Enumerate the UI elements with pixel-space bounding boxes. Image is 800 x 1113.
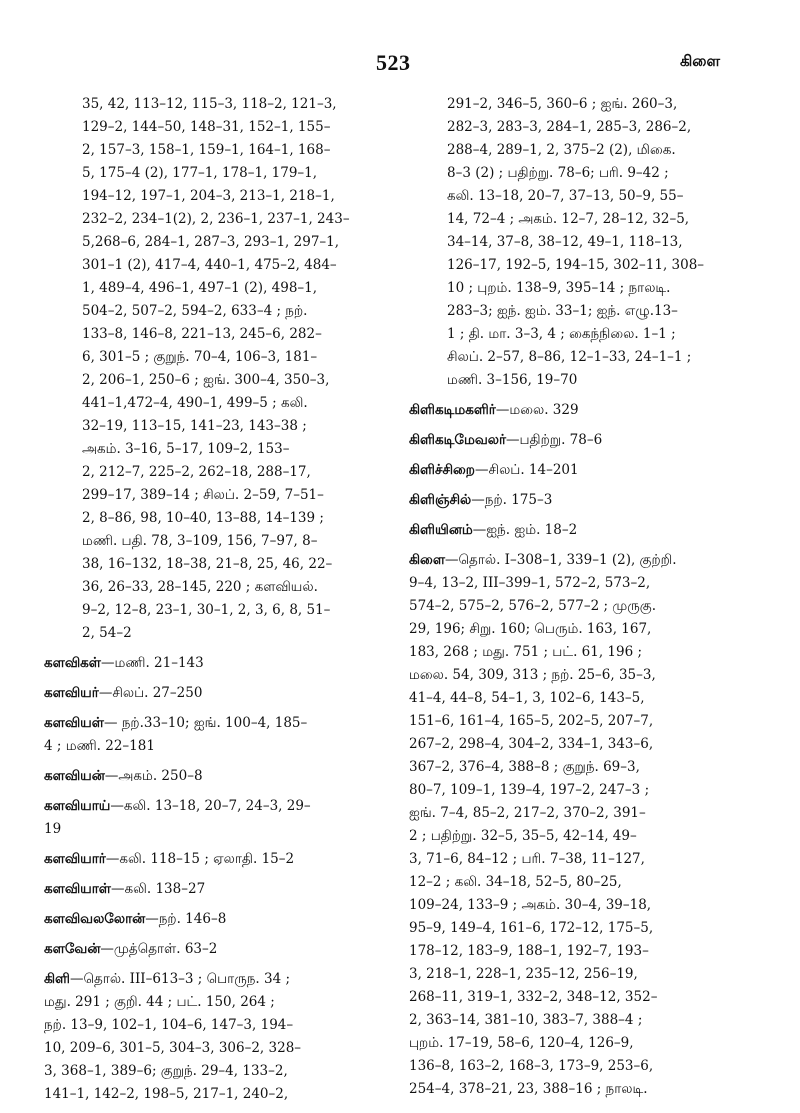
entry-headword: கிளி (44, 971, 70, 987)
entry-references: 29, 196; சிறு. 160; பெரும். 163, 167, (409, 621, 652, 637)
entry-line (409, 664, 761, 687)
entry-line (409, 963, 761, 986)
right-column (409, 93, 761, 1108)
entry-line (409, 917, 761, 940)
left-column (44, 93, 382, 1113)
index-entry (409, 519, 761, 542)
entry-references: 36, 26–33, 28–145, 220 ; களவியல். (82, 579, 318, 595)
entry-references: —தொல். I–308–1, 339–1 (2), குற்றி. (445, 552, 677, 568)
entry-references: 288–4, 289–1, 2, 375–2 (2), மிகை. (447, 142, 676, 158)
entry-line (409, 595, 761, 618)
entry-references: 267–2, 298–4, 304–2, 334–1, 343–6, (409, 736, 654, 752)
index-entry (44, 968, 382, 1106)
entry-headword: கிளியினம் (409, 522, 473, 538)
entry-line (409, 1055, 761, 1078)
entry-references: 291–2, 346–5, 360–6 ; ஐங். 260–3, (447, 96, 678, 112)
entry-line (82, 507, 382, 530)
entry-references: —அகம். 250–8 (104, 768, 203, 784)
index-entry (409, 459, 761, 482)
entry-references: சிலப். 2–57, 8–86, 12–1–33, 24–1–1 ; (447, 349, 692, 365)
entry-line (82, 346, 382, 369)
entry-references: 283–3; ஐந். ஐம். 33–1; ஐந். எழு.13– (447, 303, 678, 319)
entry-line (82, 392, 382, 415)
entry-line (409, 986, 761, 1009)
entry-references: 38, 16–132, 18–38, 21–8, 25, 46, 22– (82, 556, 333, 572)
entry-references: 141–1, 142–2, 198–5, 217–1, 240–2, (44, 1086, 289, 1102)
entry-line (82, 300, 382, 323)
index-entry (44, 652, 382, 675)
entry-references: 301–1 (2), 417–4, 440–1, 475–2, 484– (82, 257, 337, 273)
entry-references: 151–6, 161–4, 165–5, 202–5, 207–7, (409, 713, 654, 729)
entry-references: 2, 212–7, 225–2, 262–18, 288–17, (82, 464, 311, 480)
entry-line (44, 765, 382, 788)
entry-line (447, 139, 761, 162)
entry-references: புறம். 17–19, 58–6, 120–4, 126–9, (409, 1035, 634, 1051)
entry-references: —முத்தொள். 63–2 (100, 941, 218, 957)
entry-references: 41–4, 44–8, 54–1, 3, 102–6, 143–5, (409, 690, 645, 706)
entry-line (44, 1014, 382, 1037)
entry-line (447, 162, 761, 185)
entry-references: —மணி. 21–143 (101, 655, 204, 671)
entry-headword: களவிகள் (44, 655, 101, 671)
entry-line (44, 818, 382, 841)
entry-references: 2 ; பதிற்று. 32–5, 35–5, 42–14, 49– (409, 828, 637, 844)
entry-line (82, 553, 382, 576)
index-entry (44, 765, 382, 788)
entry-headword: கிளிச்சிறை (409, 462, 475, 478)
entry-line (409, 710, 761, 733)
entry-line (409, 489, 761, 512)
entry-references: —நற். 146–8 (145, 911, 227, 927)
index-entry-continuation (44, 93, 382, 645)
entry-references: —தொல். III–613–3 ; பொருந. 34 ; (70, 971, 291, 987)
entry-headword: கிளிஞ்சில் (409, 492, 472, 508)
entry-references: —மலை. 329 (495, 402, 579, 418)
entry-references: 35, 42, 113–12, 115–3, 118–2, 121–3, (82, 96, 337, 112)
entry-line (44, 991, 382, 1014)
entry-line (447, 185, 761, 208)
entry-references: 80–7, 109–1, 139–4, 197–2, 247–3 ; (409, 782, 650, 798)
entry-references: 574–2, 575–2, 576–2, 577–2 ; முருகு. (409, 598, 657, 614)
entry-line (44, 968, 382, 991)
entry-references: —கலி. 13–18, 20–7, 24–3, 29– (110, 798, 311, 814)
entry-line (82, 208, 382, 231)
entry-references: 282–3, 283–3, 284–1, 285–3, 286–2, (447, 119, 692, 135)
entry-references: 32–19, 113–15, 141–23, 143–38 ; (82, 418, 307, 434)
entry-references: 2, 157–3, 158–1, 159–1, 164–1, 168– (82, 142, 331, 158)
entry-line (82, 231, 382, 254)
entry-headword: களவியள் (44, 715, 104, 731)
entry-line (409, 618, 761, 641)
entry-line (409, 519, 761, 542)
entry-line (409, 825, 761, 848)
entry-references: நற். 13–9, 102–1, 104–6, 147–3, 194– (44, 1017, 294, 1033)
entry-line (447, 231, 761, 254)
entry-line (82, 576, 382, 599)
entry-line (409, 399, 761, 422)
entry-references: 1 ; தி. மா. 3–3, 4 ; கைந்நிலை. 1–1 ; (447, 326, 676, 342)
entry-line (409, 1009, 761, 1032)
entry-references: 126–17, 192–5, 194–15, 302–11, 308– (447, 257, 705, 273)
entry-line (409, 641, 761, 664)
entry-headword: கிளிகடிமேவலர் (409, 432, 506, 448)
entry-line (409, 572, 761, 595)
entry-line (44, 712, 382, 735)
entry-references: 136–8, 163–2, 168–3, 173–9, 253–6, (409, 1058, 654, 1074)
entry-references: 3, 368–1, 389–6; குறுந். 29–4, 133–2, (44, 1063, 288, 1079)
entry-references: —சிலப். 27–250 (98, 685, 203, 701)
entry-line (409, 894, 761, 917)
entry-references: 268–11, 319–1, 332–2, 348–12, 352– (409, 989, 658, 1005)
entry-line (44, 652, 382, 675)
entry-line (82, 139, 382, 162)
entry-line (82, 116, 382, 139)
entry-references: மது. 291 ; குறி. 44 ; பட். 150, 264 ; (44, 994, 275, 1010)
entry-line (409, 687, 761, 710)
entry-references: 194–12, 197–1, 204–3, 213–1, 218–1, (82, 188, 335, 204)
entry-headword: கிளிகடிமகளிர் (409, 402, 496, 418)
entry-references: அகம். 3–16, 5–17, 109–2, 153– (82, 441, 290, 457)
entry-line (447, 369, 761, 392)
entry-line (44, 878, 382, 901)
entry-line (447, 323, 761, 346)
index-entry (44, 938, 382, 961)
entry-headword: களவியார் (44, 851, 106, 867)
entry-headword: களவியர் (44, 685, 99, 701)
entry-headword: களவேன் (44, 941, 101, 957)
entry-references: 8–3 (2) ; பதிற்று. 78–6; பரி. 9–42 ; (447, 165, 669, 181)
entry-references: 5, 175–4 (2), 177–1, 178–1, 179–1, (82, 165, 318, 181)
entry-line (409, 802, 761, 825)
entry-references: 2, 8–86, 98, 10–40, 13–88, 14–139 ; (82, 510, 324, 526)
entry-references: 14, 72–4 ; அகம். 12–7, 28–12, 32–5, (447, 211, 690, 227)
entry-references: 109–24, 133–9 ; அகம். 30–4, 39–18, (409, 897, 652, 913)
entry-line (44, 938, 382, 961)
entry-references: 6, 301–5 ; குறுந். 70–4, 106–3, 181– (82, 349, 318, 365)
entry-line (409, 871, 761, 894)
entry-line (447, 208, 761, 231)
entry-line (44, 848, 382, 871)
index-entry (409, 489, 761, 512)
entry-references: 10, 209–6, 301–5, 304–3, 306–2, 328– (44, 1040, 302, 1056)
entry-line (447, 300, 761, 323)
entry-references: 129–2, 144–50, 148–31, 152–1, 155– (82, 119, 331, 135)
index-entry (409, 399, 761, 422)
entry-line (82, 622, 382, 645)
index-entry (409, 429, 761, 452)
entry-line (82, 530, 382, 553)
entry-references: 10 ; புறம். 138–9, 395–14 ; நாலடி. (447, 280, 671, 296)
entry-references: 504–2, 507–2, 594–2, 633–4 ; நற். (82, 303, 308, 319)
entry-references: 12–2 ; கலி. 34–18, 52–5, 80–25, (409, 874, 622, 890)
entry-headword: களவியன் (44, 768, 105, 784)
entry-line (82, 323, 382, 346)
entry-line (409, 1032, 761, 1055)
entry-line (447, 93, 761, 116)
entry-line (44, 682, 382, 705)
entry-references: 254–4, 378–21, 23, 388–16 ; நாலடி. (409, 1081, 648, 1097)
entry-line (409, 733, 761, 756)
running-head: கிளை (680, 52, 721, 70)
entry-references: 9–4, 13–2, III–399–1, 572–2, 573–2, (409, 575, 651, 591)
entry-line (447, 254, 761, 277)
entry-line (82, 599, 382, 622)
entry-line (82, 277, 382, 300)
entry-headword: களவிவலலோன் (44, 911, 146, 927)
entry-references: மணி. பதி. 78, 3–109, 156, 7–97, 8– (82, 533, 318, 549)
entry-references: 4 ; மணி. 22–181 (44, 738, 155, 754)
entry-references: 299–17, 389–14 ; சிலப். 2–59, 7–51– (82, 487, 324, 503)
entry-line (409, 1078, 761, 1101)
entry-line (82, 93, 382, 116)
entry-line (409, 848, 761, 871)
entry-line (409, 756, 761, 779)
index-entry (44, 682, 382, 705)
entry-line (44, 735, 382, 758)
entry-references: மணி. 3–156, 19–70 (447, 372, 578, 388)
entry-line (409, 459, 761, 482)
entry-line (409, 429, 761, 452)
index-entry-continuation (409, 93, 761, 392)
index-entry (44, 908, 382, 931)
entry-references: —கலி. 118–15 ; ஏலாதி. 15–2 (105, 851, 295, 867)
entry-references: 367–2, 376–4, 388–8 ; குறுந். 69–3, (409, 759, 640, 775)
entry-references: 3, 71–6, 84–12 ; பரி. 7–38, 11–127, (409, 851, 645, 867)
entry-line (409, 940, 761, 963)
entry-references: 2, 206–1, 250–6 ; ஐங். 300–4, 350–3, (82, 372, 330, 388)
entry-references: 133–8, 146–8, 221–13, 245–6, 282– (82, 326, 322, 342)
entry-references: 3, 218–1, 228–1, 235–12, 256–19, (409, 966, 638, 982)
entry-line (447, 116, 761, 139)
index-entry (44, 795, 382, 841)
entry-line (409, 779, 761, 802)
entry-references: —கலி. 138–27 (111, 881, 206, 897)
entry-line (44, 908, 382, 931)
entry-references: 1, 489–4, 496–1, 497–1 (2), 498–1, (82, 280, 318, 296)
entry-line (409, 549, 761, 572)
entry-references: 178–12, 183–9, 188–1, 192–7, 193– (409, 943, 649, 959)
entry-line (82, 369, 382, 392)
index-entry (409, 549, 761, 1101)
entry-headword: களவியாய் (44, 798, 111, 814)
index-entry (44, 848, 382, 871)
entry-line (44, 1037, 382, 1060)
entry-line (44, 1060, 382, 1083)
entry-line (82, 438, 382, 461)
entry-references: 232–2, 234–1(2), 2, 236–1, 237–1, 243– (82, 211, 350, 227)
index-entry (44, 878, 382, 901)
entry-references: 9–2, 12–8, 23–1, 30–1, 2, 3, 6, 8, 51– (82, 602, 331, 618)
entry-references: 2, 54–2 (82, 625, 132, 641)
entry-references: —ஐந். ஐம். 18–2 (472, 522, 578, 538)
entry-line (82, 254, 382, 277)
entry-line (82, 185, 382, 208)
index-entry (44, 712, 382, 758)
entry-line (447, 346, 761, 369)
entry-headword: களவியாள் (44, 881, 111, 897)
entry-references: — நற்.33–10; ஐங். 100–4, 185– (103, 715, 308, 731)
entry-references: 2, 363–14, 381–10, 383–7, 388–4 ; (409, 1012, 643, 1028)
entry-line (82, 415, 382, 438)
entry-line (447, 277, 761, 300)
entry-headword: கிளை (409, 552, 446, 568)
entry-references: 441–1,472–4, 490–1, 499–5 ; கலி. (82, 395, 308, 411)
page-number: 523 (376, 50, 411, 75)
entry-line (82, 162, 382, 185)
entry-references: 95–9, 149–4, 161–6, 172–12, 175–5, (409, 920, 654, 936)
entry-references: 5,268–6, 284–1, 287–3, 293–1, 297–1, (82, 234, 340, 250)
entry-line (82, 461, 382, 484)
entry-references: கலி. 13–18, 20–7, 37–13, 50–9, 55– (447, 188, 684, 204)
entry-references: மலை. 54, 309, 313 ; நற். 25–6, 35–3, (409, 667, 656, 683)
entry-references: 183, 268 ; மது. 751 ; பட். 61, 196 ; (409, 644, 643, 660)
entry-references: 34–14, 37–8, 38–12, 49–1, 118–13, (447, 234, 683, 250)
entry-references: —சிலப். 14–201 (475, 462, 579, 478)
entry-references: —பதிற்று. 78–6 (506, 432, 603, 448)
entry-line (82, 484, 382, 507)
entry-line (44, 795, 382, 818)
entry-references: —நற். 175–3 (471, 492, 553, 508)
entry-references: ஐங். 7–4, 85–2, 217–2, 370–2, 391– (409, 805, 646, 821)
entry-line (44, 1083, 382, 1106)
entry-references: 19 (44, 821, 62, 837)
